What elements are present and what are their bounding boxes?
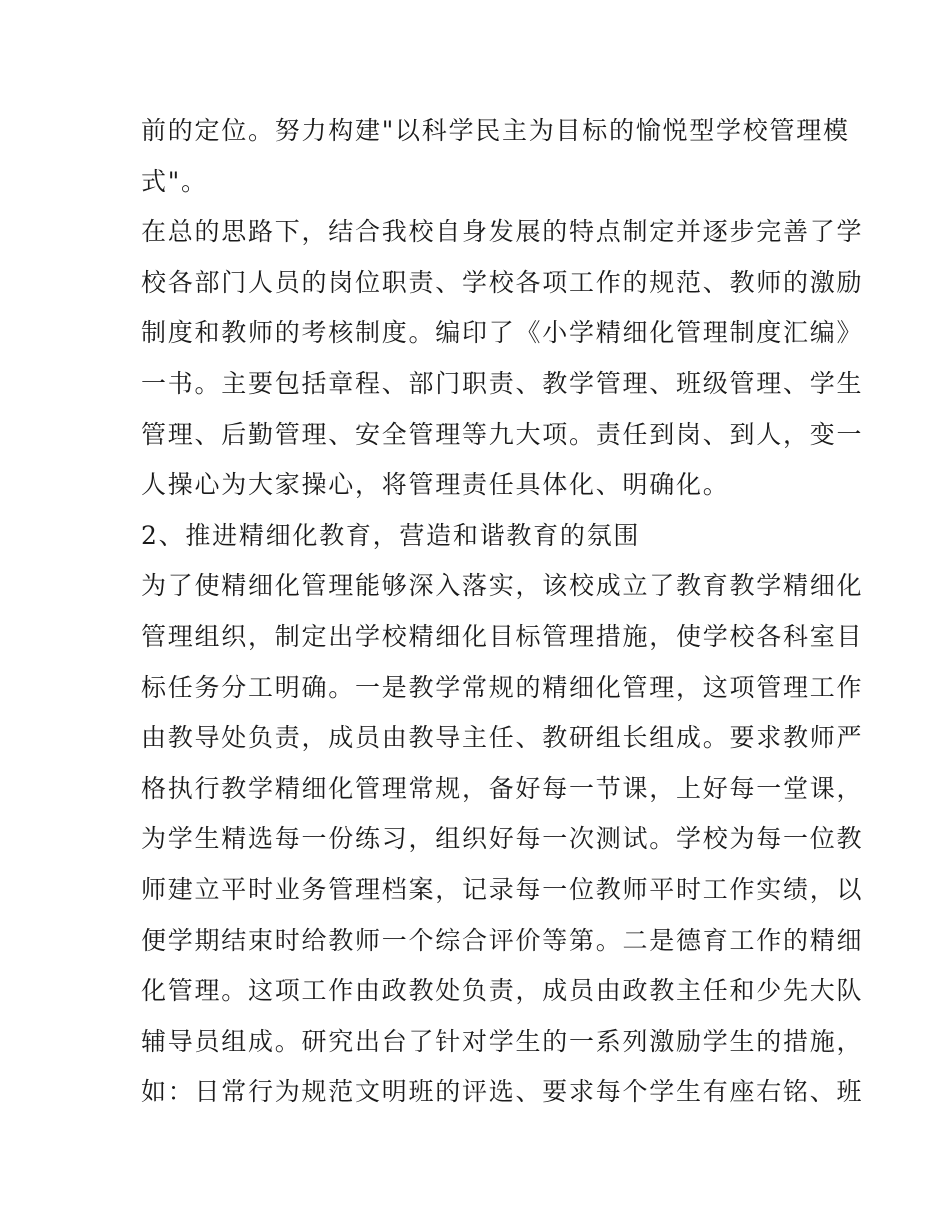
text-line: 人操心为大家操心，将管理责任具体化、明确化。 bbox=[141, 470, 730, 500]
text-line: 格执行教学精细化管理常规，备好每一节课，上好每一堂课， bbox=[141, 773, 864, 803]
text-line: 师建立平时业务管理档案，记录每一位教师平时工作实绩，以 bbox=[141, 874, 864, 904]
text-line: 由教导处负责，成员由教导主任、教研组长组成。要求教师严 bbox=[141, 723, 864, 753]
text-line: 在总的思路下，结合我校自身发展的特点制定并逐步完善了学 bbox=[141, 217, 864, 247]
text-line: 如：日常行为规范文明班的评选、要求每个学生有座右铭、班 bbox=[141, 1077, 864, 1107]
text-line: 化管理。这项工作由政教处负责，成员由政教主任和少先大队 bbox=[141, 976, 864, 1006]
text-line: 一书。主要包括章程、部门职责、教学管理、班级管理、学生 bbox=[141, 368, 864, 398]
text-line: 标任务分工明确。一是教学常规的精细化管理，这项管理工作 bbox=[141, 672, 864, 702]
text-line: 便学期结束时给教师一个综合评价等第。二是德育工作的精细 bbox=[141, 925, 864, 955]
text-line: 管理、后勤管理、安全管理等九大项。责任到岗、到人，变一 bbox=[141, 419, 864, 449]
text-line: 前的定位。努力构建"以科学民主为目标的愉悦型学校管理模 bbox=[141, 116, 850, 145]
text-line: 式"。 bbox=[141, 166, 208, 196]
text-line: 制度和教师的考核制度。编印了《小学精细化管理制度汇编》 bbox=[141, 318, 864, 348]
section-heading: 2、推进精细化教育，营造和谐教育的氛围 bbox=[141, 520, 641, 550]
text-line: 为学生精选每一份练习，组织好每一次测试。学校为每一位教 bbox=[141, 824, 864, 854]
text-line: 为了使精细化管理能够深入落实，该校成立了教育教学精细化 bbox=[141, 571, 864, 601]
text-line: 校各部门人员的岗位职责、学校各项工作的规范、教师的激励 bbox=[141, 267, 864, 297]
document-page bbox=[141, 112, 864, 1124]
text-line: 管理组织，制定出学校精细化目标管理措施，使学校各科室目 bbox=[141, 621, 864, 651]
text-line: 辅导员组成。研究出台了针对学生的一系列激励学生的措施， bbox=[141, 1026, 864, 1056]
